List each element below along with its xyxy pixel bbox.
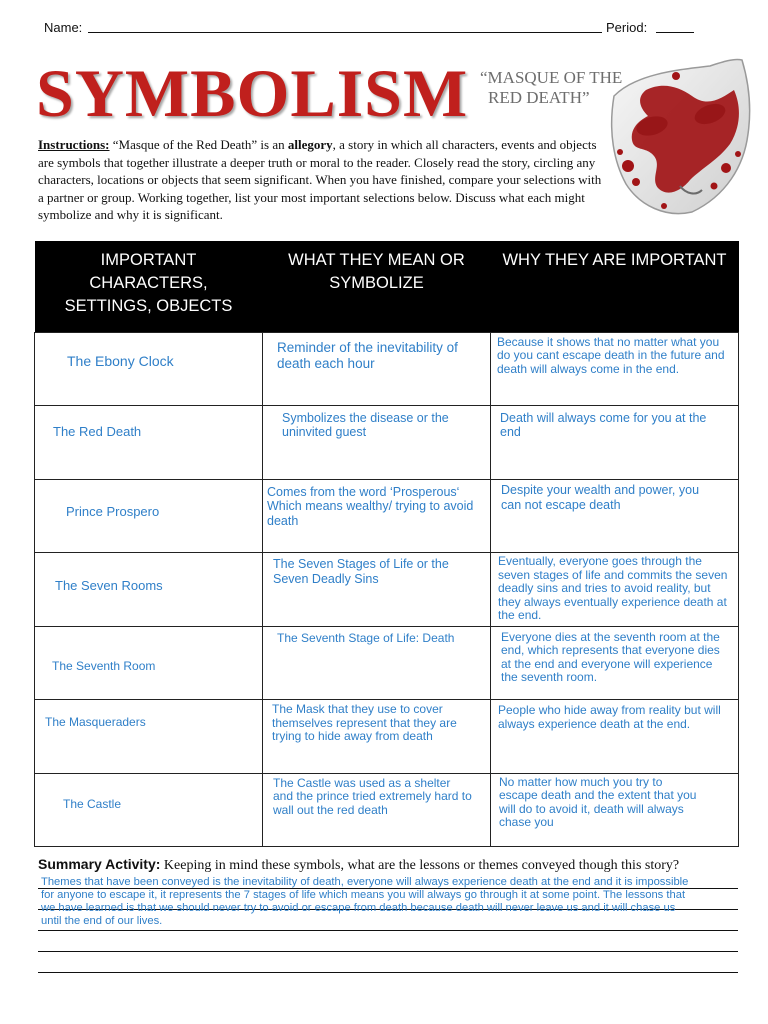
table-row (35, 479, 739, 553)
importance-text: No matter how much you try to escape death and the extent that you will do to avoid it, death will always chase you (499, 774, 697, 829)
page-title: SYMBOLISM (36, 55, 469, 131)
importance-cell[interactable] (491, 479, 739, 553)
item-cell[interactable] (35, 553, 263, 627)
meaning-text: Comes from the word ‘Prosperous‘ Which means wealthy/ trying to avoid death (267, 484, 474, 528)
importance-cell[interactable] (491, 553, 739, 627)
subtitle-line-1: “MASQUE OF THE (480, 68, 623, 87)
table-row (35, 332, 739, 406)
instructions-text-2: , a story in which all characters, events and objects are symbols that together illustrate a deeper truth or moral to the reader. Closely read the story, circling any characters, locations or objects that seem significant. When you have finished, compare your selections with a partner or group. Working together, list your most important selections below. Discuss what each might symbolize and why it is significant. (38, 137, 602, 222)
item-text: The Castle (63, 796, 122, 811)
importance-text: Death will always come for you at the end (500, 411, 707, 439)
meaning-cell[interactable] (263, 406, 491, 480)
answer-line: for anyone to escape it, it represents the 7 stages of life which means you will always go through it at some point. The lessons that (41, 889, 686, 901)
importance-cell[interactable] (491, 332, 739, 406)
red-splatter-mask-icon (606, 56, 758, 218)
summary-label: Summary Activity: (38, 856, 161, 872)
meaning-text: The Mask that they use to cover themselves represent that they are trying to hide away from death (272, 702, 457, 743)
item-text: The Ebony Clock (67, 352, 174, 369)
instructions-text-1: “Masque of the Red Death” is an (109, 137, 288, 152)
subtitle-line-2: RED DEATH” (488, 88, 590, 107)
name-period-line (44, 18, 704, 40)
meaning-cell[interactable] (263, 479, 491, 553)
item-cell[interactable] (35, 406, 263, 480)
column-header-meaning: WHAT THEY MEAN OR SYMBOLIZE (263, 241, 491, 332)
instructions-paragraph (38, 136, 608, 224)
meaning-text: The Seven Stages of Life or the Seven Deadly Sins (273, 557, 449, 586)
answer-line: until the end of our lives. (41, 915, 163, 927)
item-cell[interactable] (35, 773, 263, 847)
item-text: Prince Prospero (66, 503, 160, 519)
importance-text: Eventually, everyone goes through the seven stages of life and commits the seven deadly sins and tries to avoid reality, but they always eventually experience death at the end. (498, 554, 728, 622)
table-row (35, 626, 739, 700)
item-text: The Seven Rooms (55, 578, 163, 593)
item-cell[interactable] (35, 700, 263, 774)
answer-line: we have learned is that we should never try to avoid or escape from death because death will never leave us and it will chase us (41, 902, 676, 914)
importance-cell[interactable] (491, 773, 739, 847)
column-header-items: IMPORTANT CHARACTERS, SETTINGS, OBJECTS (35, 241, 263, 332)
meaning-text: The Castle was used as a shelter and the prince tried extremely hard to wall out the red death (273, 775, 472, 817)
importance-cell[interactable] (491, 626, 739, 700)
importance-cell[interactable] (491, 700, 739, 774)
summary-prompt: Keeping in mind these symbols, what are the lessons or themes conveyed though this story? (160, 858, 680, 873)
table-row (35, 773, 739, 847)
item-text: The Red Death (53, 424, 142, 439)
summary-answer-text (41, 876, 737, 928)
answer-line: Themes that have been conveyed is the inevitability of death, everyone will always experience death at the end and it is impossible (41, 876, 689, 888)
importance-text: Everyone dies at the seventh room at the end, which represents that everyone dies at the end and everyone will experience the seventh room. (501, 629, 720, 684)
name-field[interactable] (88, 32, 602, 33)
answer-rule (38, 930, 738, 931)
item-cell[interactable] (35, 479, 263, 553)
meaning-text: Reminder of the inevitability of death each hour (277, 339, 458, 371)
table-row (35, 553, 739, 627)
table-row (35, 406, 739, 480)
meaning-cell[interactable] (263, 773, 491, 847)
meaning-cell[interactable] (263, 332, 491, 406)
instructions-bold-term: allegory (287, 137, 333, 152)
meaning-cell[interactable] (263, 626, 491, 700)
meaning-cell[interactable] (263, 700, 491, 774)
period-field[interactable] (656, 32, 694, 33)
period-label: Period: (606, 20, 648, 35)
summary-answer-area[interactable] (38, 876, 738, 986)
answer-rule (38, 972, 738, 973)
column-header-importance: WHY THEY ARE IMPORTANT (491, 241, 739, 332)
symbolism-table (34, 241, 739, 847)
table-header-row (35, 241, 739, 332)
summary-activity (38, 856, 738, 874)
importance-text: Because it shows that no matter what you do you cant escape death in the future and death will always come in the end. (497, 334, 725, 376)
meaning-text: Symbolizes the disease or the uninvited guest (282, 411, 449, 439)
item-text: The Masqueraders (45, 715, 146, 729)
item-cell[interactable] (35, 332, 263, 406)
name-label: Name: (44, 20, 83, 35)
item-text: The Seventh Room (52, 658, 156, 673)
answer-rule (38, 951, 738, 952)
table-row (35, 700, 739, 774)
item-cell[interactable] (35, 626, 263, 700)
importance-text: Despite your wealth and power, you can not escape death (501, 482, 700, 512)
importance-text: People who hide away from reality but will always experience death at the end. (498, 703, 721, 731)
instructions-label: Instructions: (38, 137, 110, 152)
meaning-text: The Seventh Stage of Life: Death (277, 630, 455, 645)
meaning-cell[interactable] (263, 553, 491, 627)
importance-cell[interactable] (491, 406, 739, 480)
